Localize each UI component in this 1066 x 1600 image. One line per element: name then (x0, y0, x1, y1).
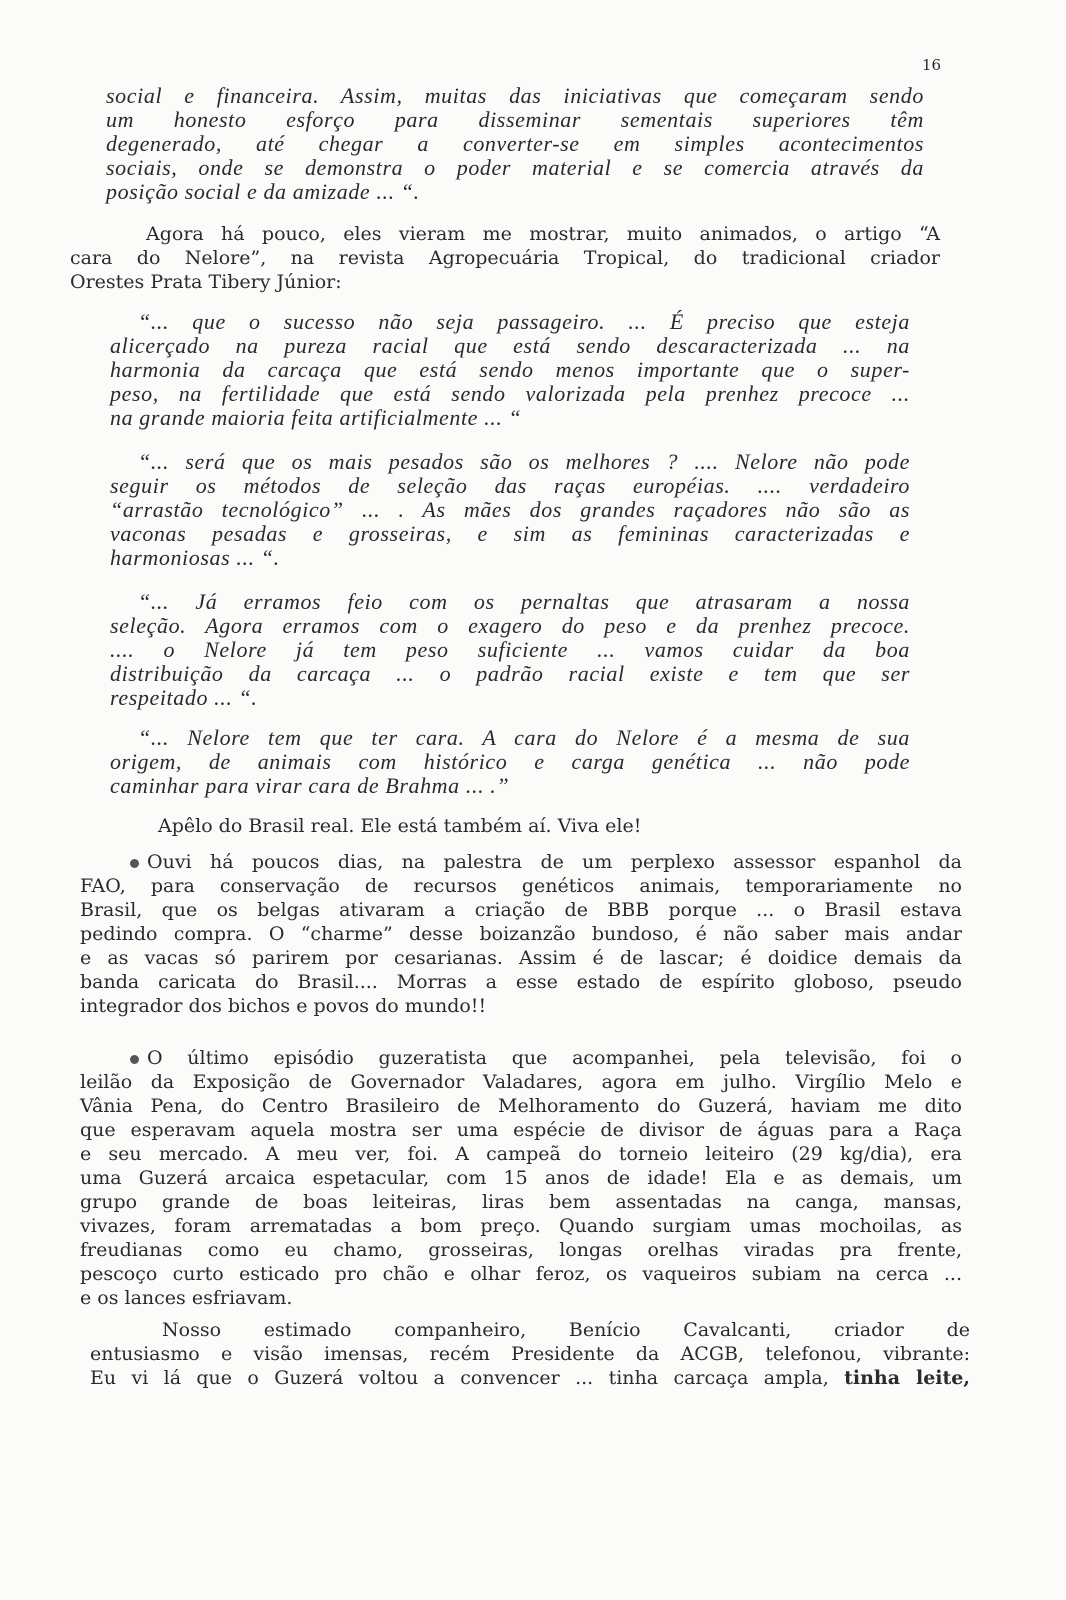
quote-2 (110, 450, 910, 570)
line-text: na grande maioria feita artificialmente ... “ (110, 405, 522, 430)
text-line (106, 132, 924, 156)
line-text: grupo grande de boas leiteiras, liras bem assentadas na canga, mansas, (80, 1191, 962, 1213)
line-text: freudianas como eu chamo, grosseiras, longas orelhas viradas pra frente, (80, 1239, 962, 1261)
line-text: “... que o sucesso não seja passageiro. ... É preciso que esteja (138, 309, 910, 334)
line-text: respeitado ... “. (110, 685, 258, 710)
bold-text: tinha leite, (844, 1367, 970, 1389)
text-line (110, 522, 910, 546)
text-line (80, 970, 962, 994)
line-text: “arrastão tecnológico” ... . As mães dos grandes raçadores não são as (110, 497, 910, 522)
bullet-paragraph-fao (80, 850, 962, 1018)
bullet-icon (130, 1055, 139, 1064)
line-text: pedindo compra. O “charme” desse boizanzão bundoso, é não saber mais andar (80, 923, 962, 945)
line-text: “... Nelore tem que ter cara. A cara do Nelore é a mesma de sua (138, 725, 910, 750)
line-text: caminhar para virar cara de Brahma ... .” (110, 773, 510, 798)
text-line (80, 1070, 962, 1094)
text-line (110, 382, 910, 406)
line-text: entusiasmo e visão imensas, recém Presidente da ACGB, telefonou, vibrante: (90, 1343, 970, 1365)
line-text: alicerçado na pureza racial que está sendo descaracterizada ... na (110, 333, 910, 358)
line-text: “... será que os mais pesados são os melhores ? .... Nelore não pode (138, 449, 910, 474)
text-line (70, 246, 940, 270)
text-line (80, 1166, 962, 1190)
line-text: posição social e da amizade ... “. (106, 179, 420, 204)
line-text: sociais, onde se demonstra o poder material e se comercia através da (106, 155, 924, 180)
paragraph-benicio (90, 1318, 970, 1390)
line-text: Ouvi há poucos dias, na palestra de um perplexo assessor espanhol da (147, 851, 962, 873)
line-text: leilão da Exposição de Governador Valadares, agora em julho. Virgílio Melo e (80, 1071, 962, 1093)
line-text: social e financeira. Assim, muitas das iniciativas que começaram sendo (106, 83, 924, 108)
text-line (110, 590, 910, 614)
line-text: e as vacas só parirem por cesarianas. Assim é de lascar; é doidice demais da (80, 947, 962, 969)
text-line (110, 406, 910, 430)
text-line (158, 814, 758, 838)
bullet-paragraph-guzera (80, 1046, 962, 1310)
line-text: integrador dos bichos e povos do mundo!! (80, 995, 487, 1017)
line-text: “... Já erramos feio com os pernaltas que atrasaram a nossa (138, 589, 910, 614)
text-line (80, 1094, 962, 1118)
text-line (110, 638, 910, 662)
text-line (70, 222, 940, 246)
text-line (80, 1262, 962, 1286)
paragraph-article-intro (70, 222, 940, 294)
text-line (90, 1366, 970, 1390)
text-line (106, 108, 924, 132)
text-line (106, 84, 924, 108)
text-line (80, 994, 962, 1018)
line-text: Vânia Pena, do Centro Brasileiro de Melhoramento do Guzerá, haviam me dito (80, 1095, 962, 1117)
line-text: um honesto esforço para disseminar sementais superiores têm (106, 107, 924, 132)
line-text: degenerado, até chegar a converter-se em simples acontecimentos (106, 131, 924, 156)
line-text: Agora há pouco, eles vieram me mostrar, muito animados, o artigo “A (146, 223, 940, 245)
quote-4 (110, 726, 910, 798)
page-number: 16 (922, 56, 942, 74)
text-line (80, 1118, 962, 1142)
text-line (80, 1046, 962, 1070)
line-text: que esperavam aquela mostra ser uma espécie de divisor de águas para a Raça (80, 1119, 962, 1141)
line-text: seleção. Agora erramos com o exagero do peso e da prenhez precoce. (110, 613, 910, 638)
line-text: pescoço curto esticado pro chão e olhar feroz, os vaqueiros subiam na cerca ... (80, 1263, 962, 1285)
line-text: e os lances esfriavam. (80, 1287, 293, 1309)
text-line (80, 922, 962, 946)
text-line (110, 750, 910, 774)
text-line (106, 156, 924, 180)
text-line (80, 1238, 962, 1262)
line-text: seguir os métodos de seleção das raças européias. .... verdadeiro (110, 473, 910, 498)
text-line (110, 726, 910, 750)
text-line (110, 662, 910, 686)
line-text: distribuição da carcaça ... o padrão racial existe e tem que ser (110, 661, 910, 686)
line-text: e seu mercado. A meu ver, foi. A campeã do torneio leiteiro (29 kg/dia), era (80, 1143, 962, 1165)
line-text: .... o Nelore já tem peso suficiente ... vamos cuidar da boa (110, 637, 910, 662)
quote-3 (110, 590, 910, 710)
line-text: Nosso estimado companheiro, Benício Cavalcanti, criador de (162, 1319, 970, 1341)
text-line (80, 946, 962, 970)
paragraph-apelo (158, 814, 758, 838)
line-text: harmonia da carcaça que está sendo menos importante que o super- (110, 357, 910, 382)
line-text: Brasil, que os belgas ativaram a criação de BBB porque ... o Brasil estava (80, 899, 962, 921)
line-text: origem, de animais com histórico e carga genética ... não pode (110, 749, 910, 774)
text-line (106, 180, 924, 204)
line-text: O último episódio guzeratista que acompanhei, pela televisão, foi o (147, 1047, 962, 1069)
text-line (110, 546, 910, 570)
text-line (110, 474, 910, 498)
text-line (110, 498, 910, 522)
bullet-icon (130, 859, 139, 868)
line-text: banda caricata do Brasil.... Morras a esse estado de espírito globoso, pseudo (80, 971, 962, 993)
line-text: Orestes Prata Tibery Júnior: (70, 271, 342, 293)
text-line (90, 1342, 970, 1366)
text-line (80, 1214, 962, 1238)
quote-1 (110, 310, 910, 430)
text-line (70, 270, 940, 294)
text-line (80, 1286, 962, 1310)
text-line (110, 334, 910, 358)
line-text: cara do Nelore”, na revista Agropecuária Tropical, do tradicional criador (70, 247, 940, 269)
line-text: vaconas pesadas e grosseiras, e sim as femininas caracterizadas e (110, 521, 910, 546)
text-line (110, 450, 910, 474)
line-text: uma Guzerá arcaica espetacular, com 15 anos de idade! Ela e as demais, um (80, 1167, 962, 1189)
text-line (80, 874, 962, 898)
line-text: harmoniosas ... “. (110, 545, 280, 570)
text-line (110, 358, 910, 382)
text-line (110, 774, 910, 798)
text-line (80, 1142, 962, 1166)
text-line (80, 898, 962, 922)
line-text: Apêlo do Brasil real. Ele está também aí. Viva ele! (158, 815, 642, 837)
paragraph-quote-continuation (106, 84, 924, 204)
line-text: Eu vi lá que o Guzerá voltou a convencer ... tinha carcaça ampla, (90, 1367, 829, 1389)
text-line (110, 614, 910, 638)
text-line (90, 1318, 970, 1342)
line-text: FAO, para conservação de recursos genéticos animais, temporariamente no (80, 875, 962, 897)
text-line (80, 1190, 962, 1214)
text-line (110, 686, 910, 710)
text-line (80, 850, 962, 874)
text-line (110, 310, 910, 334)
line-text: peso, na fertilidade que está sendo valorizada pela prenhez precoce ... (110, 381, 910, 406)
line-text: vivazes, foram arrematadas a bom preço. Quando surgiam umas mochoilas, as (80, 1215, 962, 1237)
